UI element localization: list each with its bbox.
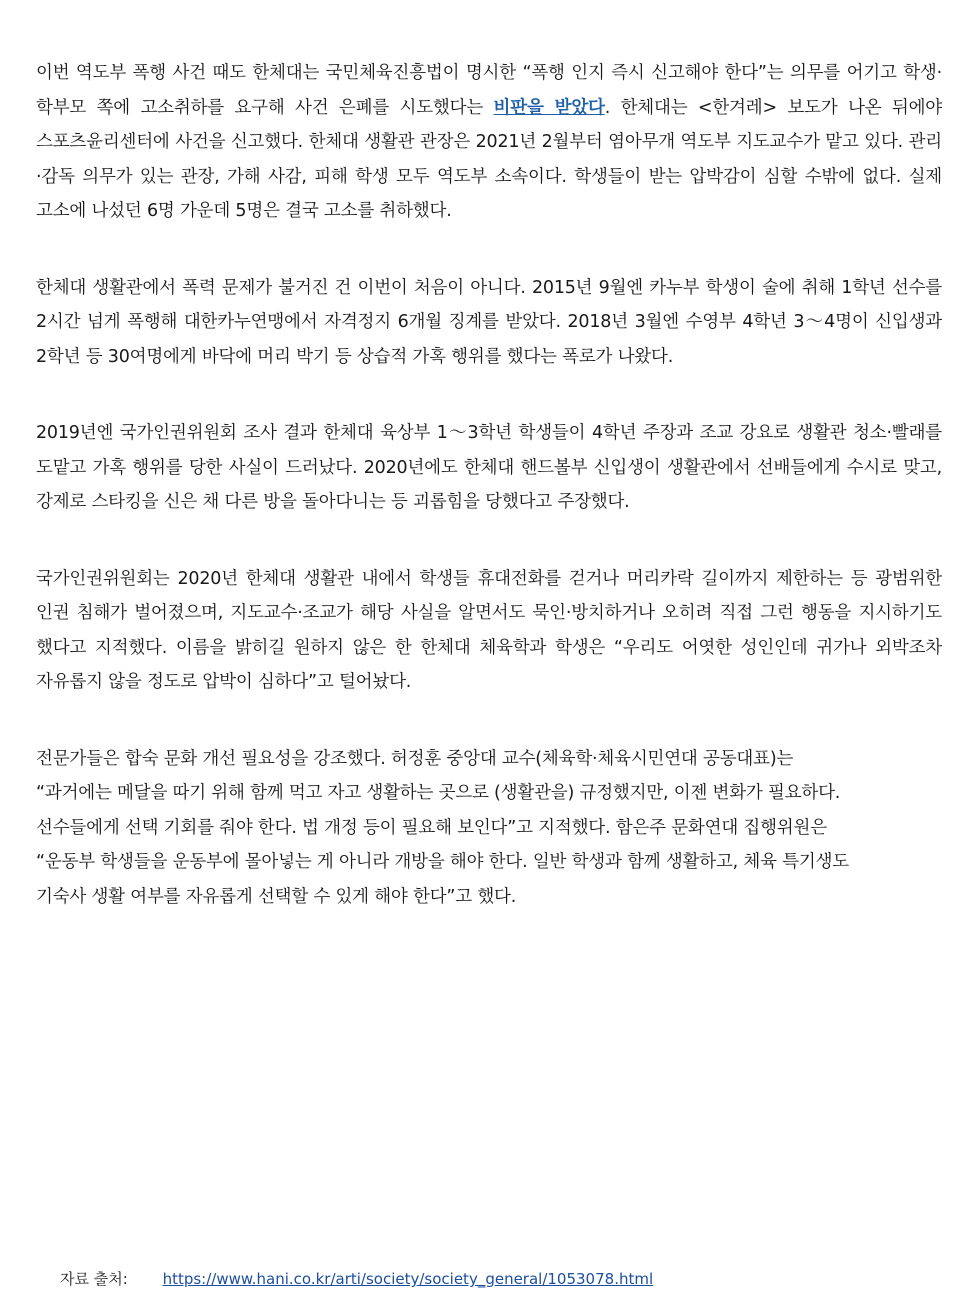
paragraph-5-line: “과거에는 메달을 따기 위해 함께 먹고 자고 생활하는 곳으로 (생활관을) 규정했지만, 이젠 변화가 필요하다. <box>36 783 841 803</box>
paragraph-5 <box>36 742 942 915</box>
paragraph-5-line: “운동부 학생들을 운동부에 몰아넣는 게 아니라 개방을 해야 한다. 일반 학생과 함께 생활하고, 체육 특기생도 <box>36 852 849 872</box>
source-citation <box>60 1268 653 1289</box>
article-link[interactable]: 비판을 받았다 <box>493 97 605 118</box>
paragraph-3: 2019년엔 국가인권위원회 조사 결과 한체대 육상부 1～3학년 학생들이 4학년 주장과 조교 강요로 생활관 청소·빨래를 도맡고 가혹 행위를 당한 사실이 드러났다. 2020년에도 한체대 핸드볼부 신입생이 생활관에서 선배들에게 수시로 맞고, 강제로 스타킹을 신은 채 다른 방을 돌아다니는 등 괴롭힘을 당했다고 주장했다. <box>36 423 942 512</box>
paragraph-5-line: 기숙사 생활 여부를 자유롭게 선택할 수 있게 해야 한다”고 했다. <box>36 886 517 907</box>
source-url-link[interactable]: https://www.hani.co.kr/arti/society/society_general/1053078.html <box>162 1270 654 1288</box>
paragraph-5-line: 선수들에게 선택 기회를 줘야 한다. 법 개정 등이 필요해 보인다”고 지적했다. 함은주 문화연대 집행위원은 <box>36 817 827 838</box>
paragraph-1-text-before: 이번 역도부 폭행 사건 때도 한체대는 국민체육진흥법이 명시한 “폭행 인지 즉시 신고해야 한다”는 의무를 어기고 학생·학부모 쪽에 고소취하를 요구해 사건 은폐를 시도했다는 <box>36 63 942 118</box>
paragraph-2: 한체대 생활관에서 폭력 문제가 불거진 건 이번이 처음이 아니다. 2015년 9월엔 카누부 학생이 술에 취해 1학년 선수를 2시간 넘게 폭행해 대한카누연맹에서 자격정지 6개월 징계를 받았다. 2018년 3월엔 수영부 4학년 3～4명이 신입생과 2학년 등 30여명에게 바닥에 머리 박기 등 상습적 가혹 행위를 했다는 폭로가 나왔다. <box>36 277 942 367</box>
paragraph-5-line: 전문가들은 합숙 문화 개선 필요성을 강조했다. 허정훈 중앙대 교수(체육학·체육시민연대 공동대표)는 <box>36 748 794 769</box>
article-body <box>36 56 942 956</box>
paragraph-1-text-after: . 한체대는 <한겨레> 보도가 나온 뒤에야 스포츠윤리센터에 사건을 신고했다. 한체대 생활관 관장은 2021년 2월부터 염아무개 역도부 지도교수가 맡고 있다. 관리·감독 의무가 있는 관장, 가해 사감, 피해 학생 모두 역도부 소속이다. 학생들이 받는 압박감이 심할 수밖에 없다. 실제 고소에 나섰던 6명 가운데 5명은 결국 고소를 취하했다. <box>36 97 942 221</box>
paragraph-4: 국가인권위원회는 2020년 한체대 생활관 내에서 학생들 휴대전화를 걷거나 머리카락 길이까지 제한하는 등 광범위한 인권 침해가 벌어졌으며, 지도교수·조교가 해당 사실을 알면서도 묵인·방치하거나 오히려 직접 그런 행동을 지시하기도 했다고 지적했다. 이름을 밝히길 원하지 않은 한 한체대 체육학과 학생은 “우리도 어엿한 성인인데 귀가나 외박조차 자유롭지 않을 정도로 압박이 심하다”고 털어놨다. <box>36 568 942 692</box>
paragraph-1 <box>36 56 942 229</box>
source-label: 자료 출처: <box>60 1270 128 1288</box>
